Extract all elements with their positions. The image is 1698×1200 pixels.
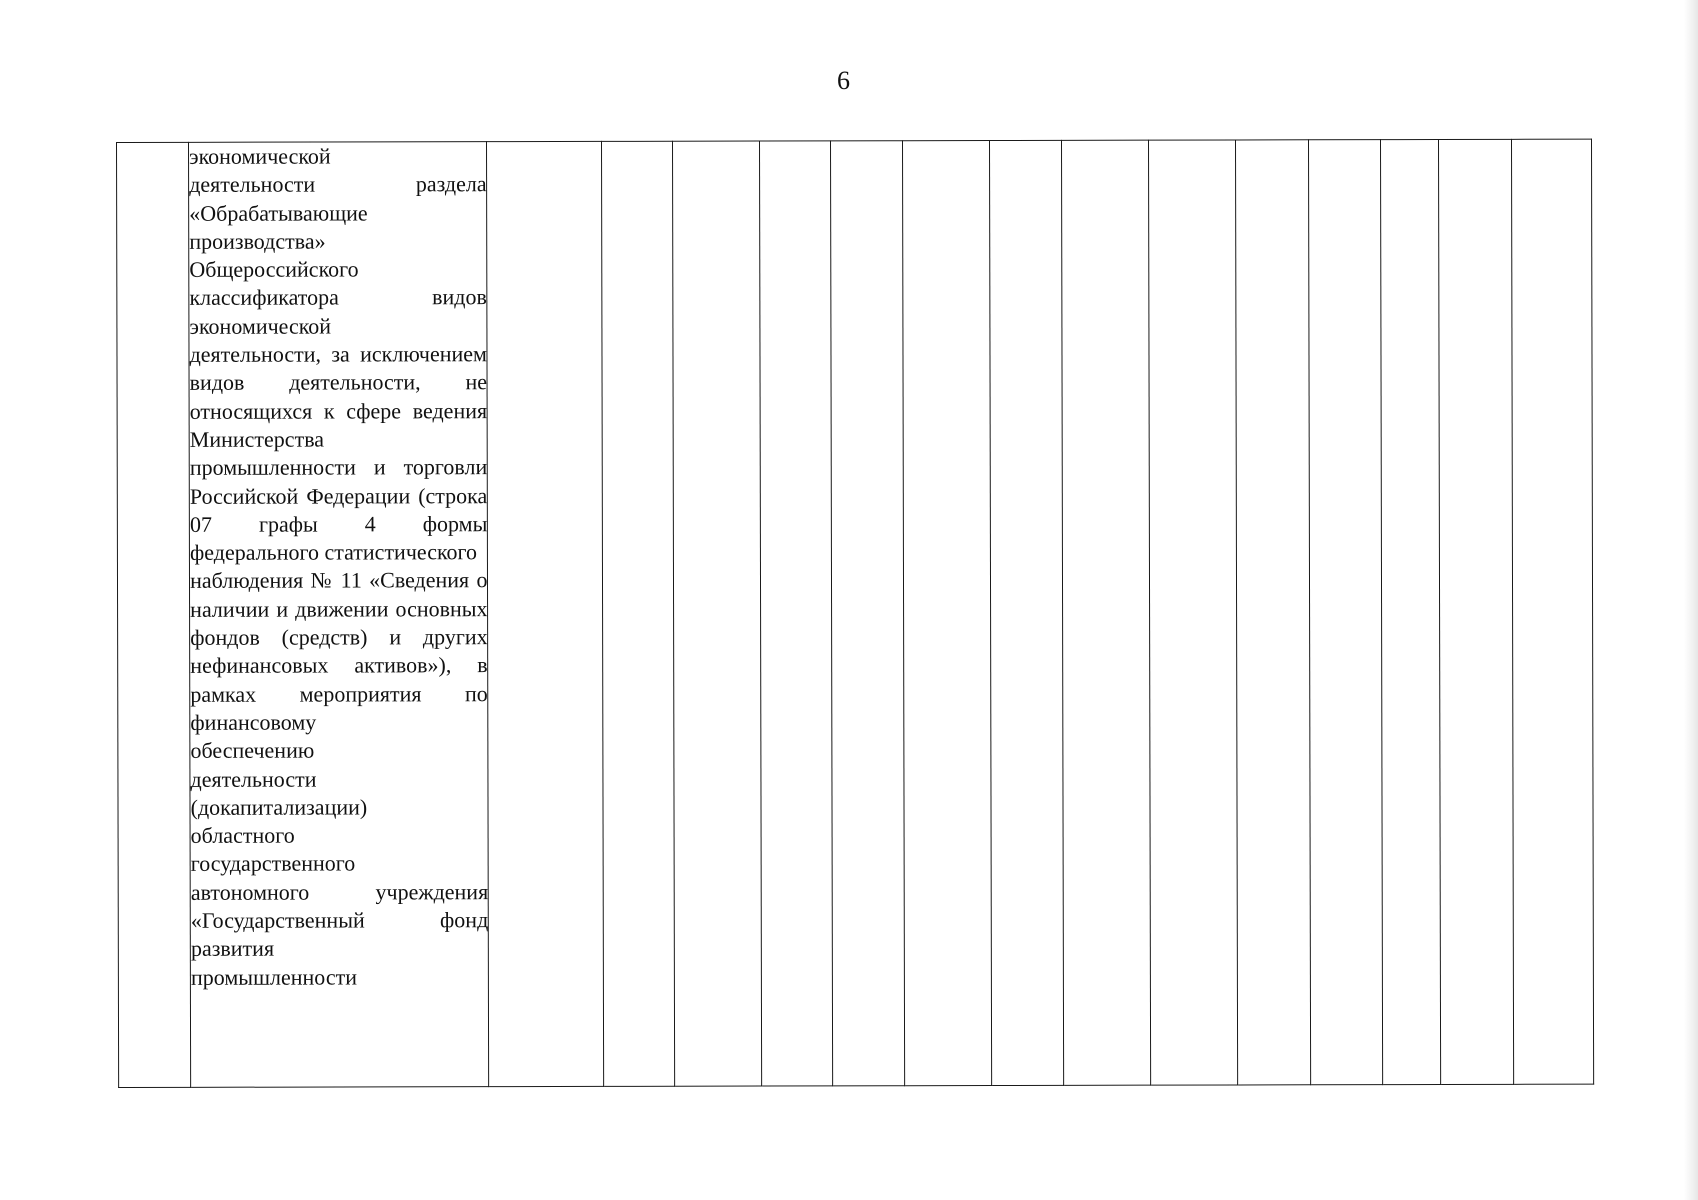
page-number: 6 [837,66,850,95]
description-text: экономической деятельности раздела «Обрабатывающие производства» Общероссийского классификатора видов экономической деятельности, за исключением видов деятельности, не относящихся к сфере ведения Министерства промышленности и торговли Российской Федерации (строка 07 графы 4 формы федерального статистического наблюдения № 11 «Сведения о наличии и движении основных фондов (средств) и других нефинансовых активов»), в рамках мероприятия по финансовому обеспечению деятельности (докапитализации) областного государственного автономного учреждения «Государственный фонд развития промышленности [189,143,489,990]
table-row [117,139,1594,1087]
table-cell-value [601,141,674,1086]
table-cell-value [1511,139,1593,1084]
indicator-table [116,139,1594,1088]
table-cell-value [672,141,761,1086]
table-cell-value [1380,140,1440,1085]
table-cell-value [1438,139,1513,1084]
table-cell-value [990,140,1064,1085]
table-cell-value [830,141,904,1086]
scan-edge-shading [1684,0,1698,1200]
table-cell-value [1308,140,1382,1085]
table-cell-value [1062,140,1151,1085]
table-cell-value [903,141,992,1086]
table-cell-value [759,141,832,1086]
table-cell-number [117,142,191,1087]
table-cell-value [1236,140,1310,1085]
table-cell-description [189,142,490,1088]
table-container [116,139,1594,1088]
table-cell-value [487,141,603,1086]
table-cell-value [1149,140,1238,1085]
